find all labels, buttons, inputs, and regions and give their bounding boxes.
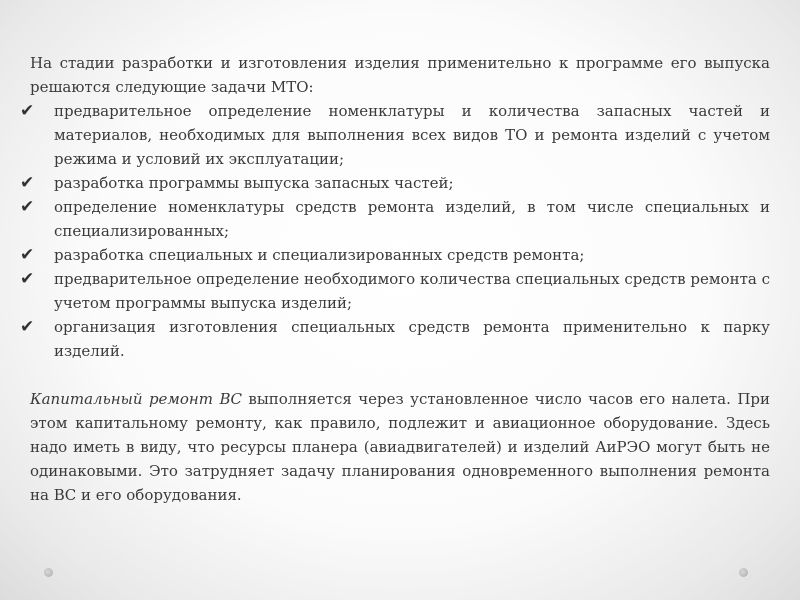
list-item	[20, 315, 770, 363]
decor-dot-right	[739, 568, 748, 577]
task-text: предварительное определение необходимого количества специальных средств ремонта с учетом программы выпуска изделий;	[54, 270, 770, 312]
check-icon: ✔	[20, 101, 35, 121]
task-list	[20, 99, 770, 363]
list-item	[20, 243, 770, 267]
check-icon: ✔	[20, 317, 35, 337]
task-text: разработка программы выпуска запасных частей;	[54, 174, 454, 192]
task-text: организация изготовления специальных средств ремонта применительно к парку изделий.	[54, 318, 770, 360]
check-icon: ✔	[20, 245, 35, 265]
list-item	[20, 195, 770, 243]
decor-dot-left	[44, 568, 53, 577]
check-icon: ✔	[20, 197, 35, 217]
list-item	[20, 171, 770, 195]
capital-repair-text: выполняется через установленное число часов его налета. При этом капитальному ремонту, как правило, подлежит и авиационное оборудование. Здесь надо иметь в виду, что ресурсы планера (авиадвигателей) и изделий АиРЭО могут быть не одинаковыми. Это затрудняет задачу планирования одновременного выполнения ремонта на ВС и его оборудования.	[30, 390, 771, 504]
check-icon: ✔	[20, 173, 35, 193]
intro-paragraph: На стадии разработки и изготовления изделия применительно к программе его выпуска решаются следующие задачи МТО:	[30, 54, 770, 96]
slide-content	[20, 51, 771, 507]
task-text: разработка специальных и специализированных средств ремонта;	[54, 246, 585, 264]
list-item	[20, 267, 770, 315]
capital-repair-paragraph	[30, 387, 770, 507]
task-text: определение номенклатуры средств ремонта изделий, в том числе специальных и специализированных;	[54, 198, 770, 240]
task-text: предварительное определение номенклатуры и количества запасных частей и материалов, необходимых для выполнения всех видов ТО и ремонта изделий с учетом режима и условий их эксплуатации;	[54, 102, 770, 168]
check-icon: ✔	[20, 269, 35, 289]
list-item	[20, 99, 770, 171]
capital-repair-term: Капитальный ремонт ВС	[30, 390, 242, 408]
